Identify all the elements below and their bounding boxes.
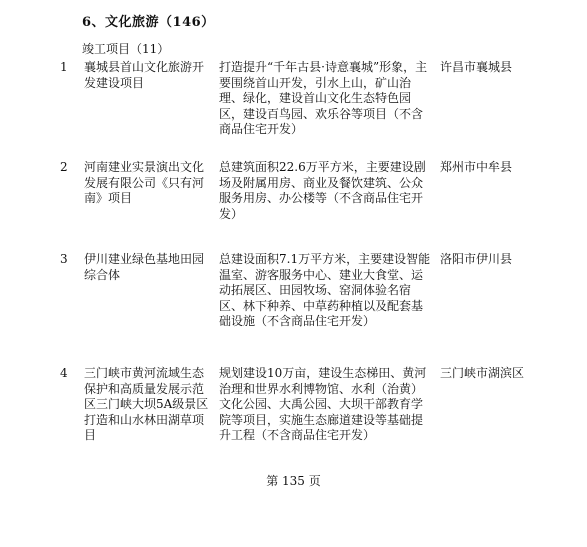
row-number: 2 [60, 160, 68, 174]
project-name: 伊川建业绿色基地田园综合体 [84, 252, 205, 282]
project-location: 洛阳市伊川县 [440, 252, 513, 266]
project-location: 许昌市襄城县 [440, 60, 513, 74]
project-location: 三门峡市湖滨区 [440, 366, 525, 380]
project-description: 规划建设10万亩，建设生态梯田、黄河治理和世界水利博物馆、水利（治黄）文化公园、大禹公园、大坝干部教育学院等项目，实施生态廊道建设等基础提升工程（不含商品住宅开发） [219, 366, 427, 442]
row-number: 4 [60, 366, 68, 380]
project-description: 打造提升“千年古县·诗意襄城”形象，主要围绕首山开发，引水上山，矿山治理、绿化，建设首山文化生态特色园区，建设百鸟园、欢乐谷等项目（不含商品住宅开发） [219, 60, 428, 136]
project-description: 总建设面积7.1万平方米，主要建设智能温室、游客服务中心、建业大食堂、运动拓展区、田园牧场、窑洞体验名宿区、林下种养、中草药种植以及配套基础设施（不含商品住宅开发） [219, 252, 431, 328]
project-name: 三门峡市黄河流域生态保护和高质量发展示范区三门峡大坝5A级景区打造和山水林田湖草项目 [84, 366, 209, 442]
page-number: 第 135 页 [266, 474, 321, 488]
project-location: 郑州市中牟县 [440, 160, 513, 174]
project-description: 总建筑面积22.6万平方米，主要建设剧场及附属用房、商业及餐饮建筑、公众服务用房、办公楼等（不含商品住宅开发） [219, 160, 426, 221]
row-number: 1 [60, 60, 68, 74]
section-title: 6、文化旅游（146） [82, 15, 215, 30]
project-name: 河南建业实景演出文化发展有限公司《只有河南》项目 [84, 160, 205, 205]
subsection-title: 竣工项目（11） [82, 42, 170, 56]
row-number: 3 [60, 252, 68, 266]
project-name: 襄城县首山文化旅游开发建设项目 [84, 60, 205, 90]
